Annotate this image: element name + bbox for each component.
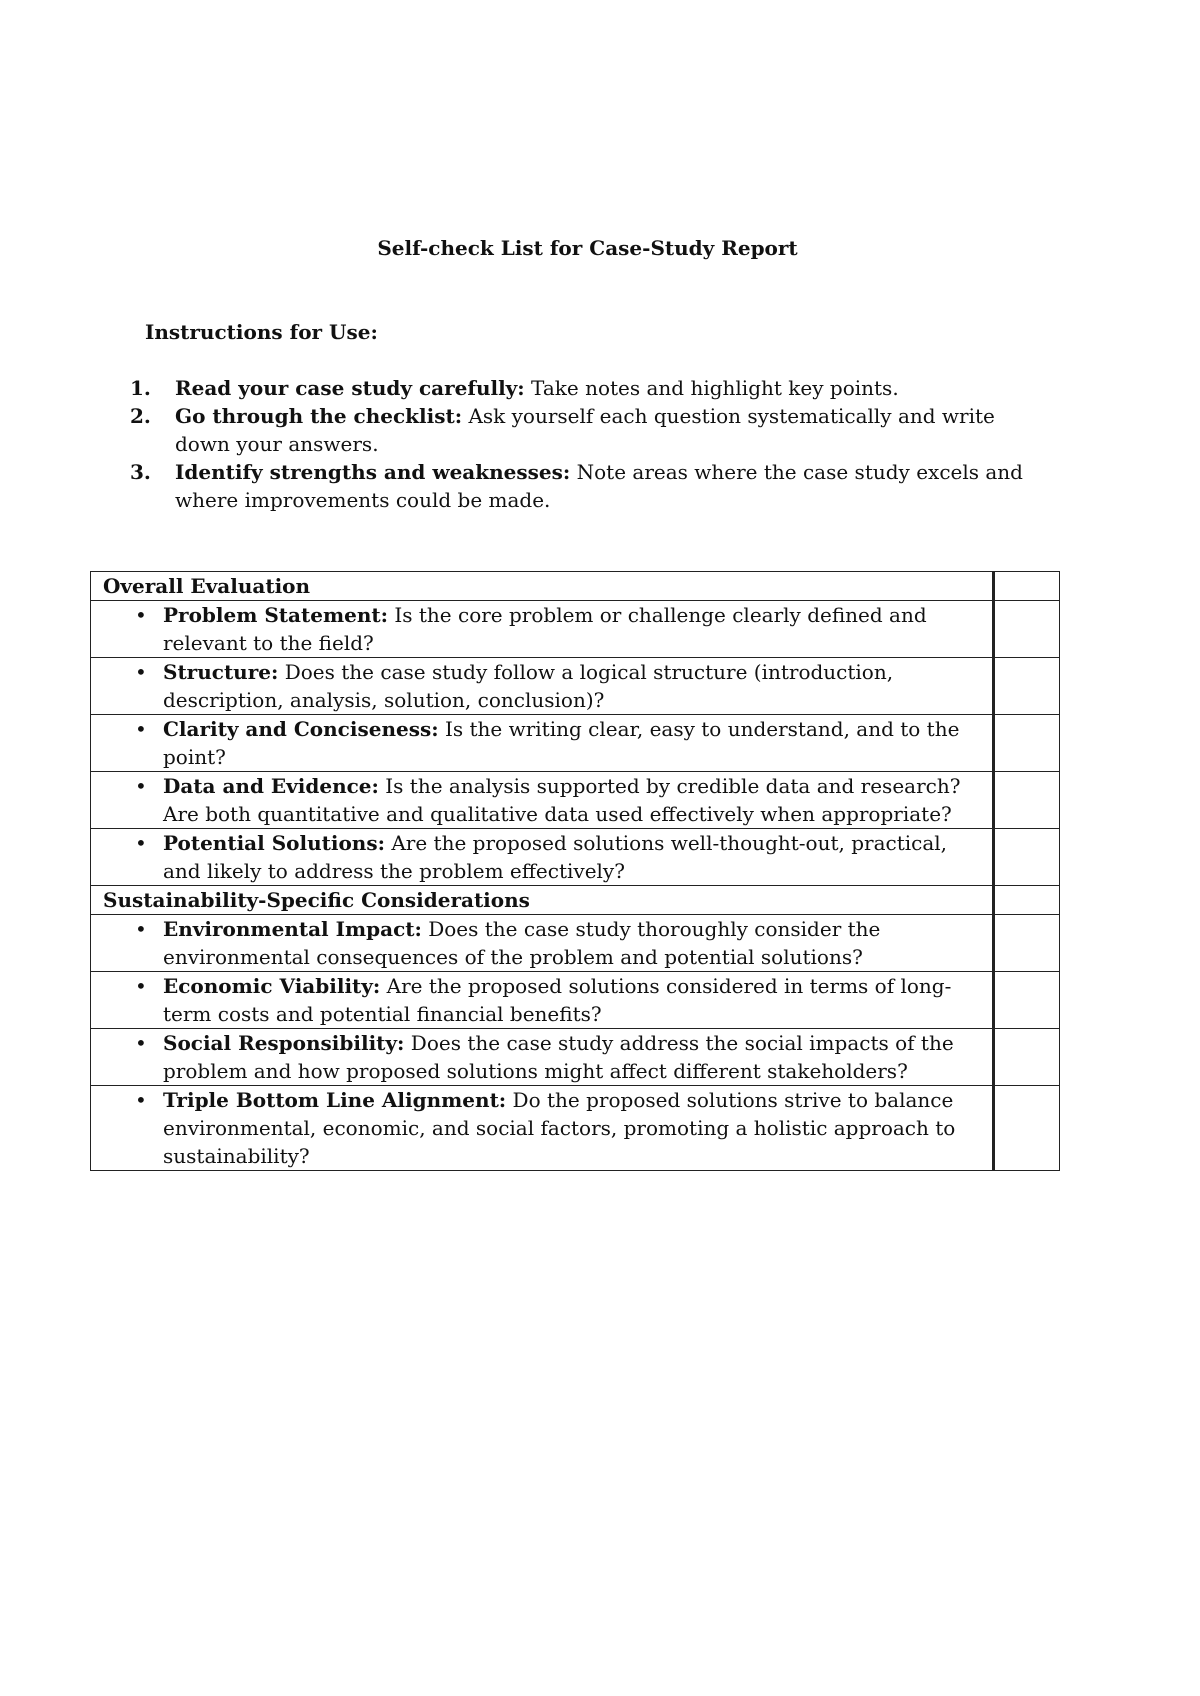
section-header-row xyxy=(91,572,1060,601)
check-cell[interactable] xyxy=(994,1029,1060,1086)
instruction-lead: Go through the checklist: xyxy=(175,404,463,428)
item-text: Does the case study follow a logical structure (introduction, description, analysis, solution, conclusion)? xyxy=(163,660,894,712)
section-heading: Overall Evaluation xyxy=(91,572,994,601)
checklist-item xyxy=(91,972,994,1029)
table-row xyxy=(91,772,1060,829)
check-cell[interactable] xyxy=(994,1086,1060,1171)
instruction-lead: Identify strengths and weaknesses: xyxy=(175,460,571,484)
item-text: Is the core problem or challenge clearly defined and relevant to the field? xyxy=(163,603,927,655)
item-lead: Environmental Impact: xyxy=(163,917,422,941)
instruction-item xyxy=(130,458,1050,514)
instruction-number: 3. xyxy=(130,460,151,484)
item-text: Does the case study thoroughly consider the environmental consequences of the problem and potential solutions? xyxy=(163,917,881,969)
bullet-icon: • xyxy=(135,660,147,684)
checklist-item xyxy=(91,601,994,658)
checklist-item xyxy=(91,772,994,829)
check-cell[interactable] xyxy=(994,915,1060,972)
bullet-icon: • xyxy=(135,1088,147,1112)
item-lead: Clarity and Conciseness: xyxy=(163,717,439,741)
item-lead: Structure: xyxy=(163,660,279,684)
bullet-icon: • xyxy=(135,603,147,627)
check-cell[interactable] xyxy=(994,972,1060,1029)
bullet-icon: • xyxy=(135,831,147,855)
table-row xyxy=(91,1086,1060,1171)
item-lead: Social Responsibility: xyxy=(163,1031,405,1055)
instruction-number: 2. xyxy=(130,404,151,428)
check-cell[interactable] xyxy=(994,658,1060,715)
check-cell[interactable] xyxy=(994,829,1060,886)
bullet-icon: • xyxy=(135,774,147,798)
checklist-item xyxy=(91,1086,994,1171)
check-cell[interactable] xyxy=(994,715,1060,772)
item-lead: Problem Statement: xyxy=(163,603,388,627)
instruction-text: Take notes and highlight key points. xyxy=(524,376,899,400)
bullet-icon: • xyxy=(135,917,147,941)
check-cell[interactable] xyxy=(994,572,1060,601)
bullet-icon: • xyxy=(135,717,147,741)
item-lead: Data and Evidence: xyxy=(163,774,379,798)
item-text: Are the proposed solutions well-thought-out, practical, and likely to address the problem effectively? xyxy=(163,831,948,883)
table-row xyxy=(91,829,1060,886)
checklist-item xyxy=(91,715,994,772)
instruction-item xyxy=(130,374,1050,402)
checklist-table xyxy=(90,571,1060,1171)
bullet-icon: • xyxy=(135,1031,147,1055)
checklist-item xyxy=(91,829,994,886)
item-text: Is the writing clear, easy to understand, and to the point? xyxy=(163,717,960,769)
instruction-lead: Read your case study carefully: xyxy=(175,376,525,400)
item-text: Do the proposed solutions strive to balance environmental, economic, and social factors, promoting a holistic approach to sustainability? xyxy=(163,1088,956,1168)
table-row xyxy=(91,1029,1060,1086)
checklist-item xyxy=(91,658,994,715)
check-cell[interactable] xyxy=(994,886,1060,915)
instructions-list xyxy=(130,374,1050,514)
check-cell[interactable] xyxy=(994,601,1060,658)
table-row xyxy=(91,972,1060,1029)
instruction-text: Note areas where the case study excels and where improvements could be made. xyxy=(175,460,1023,512)
item-lead: Triple Bottom Line Alignment: xyxy=(163,1088,507,1112)
item-lead: Economic Viability: xyxy=(163,974,381,998)
instructions-heading: Instructions for Use: xyxy=(145,320,378,344)
checklist-item xyxy=(91,1029,994,1086)
item-lead: Potential Solutions: xyxy=(163,831,385,855)
table-row xyxy=(91,601,1060,658)
checklist-item xyxy=(91,915,994,972)
table-row xyxy=(91,915,1060,972)
table-row xyxy=(91,715,1060,772)
table-row xyxy=(91,658,1060,715)
section-header-row xyxy=(91,886,1060,915)
item-text: Does the case study address the social impacts of the problem and how proposed solutions might affect different stakeholders? xyxy=(163,1031,954,1083)
page-title: Self-check List for Case-Study Report xyxy=(377,236,798,260)
item-text: Are the proposed solutions considered in terms of long-term costs and potential financial benefits? xyxy=(163,974,952,1026)
instruction-item xyxy=(130,402,1050,458)
check-cell[interactable] xyxy=(994,772,1060,829)
instruction-text: Ask yourself each question systematically and write down your answers. xyxy=(175,404,995,456)
instruction-number: 1. xyxy=(130,376,151,400)
item-text: Is the analysis supported by credible data and research? Are both quantitative and qualitative data used effectively when appropriate? xyxy=(163,774,961,826)
section-heading: Sustainability-Specific Considerations xyxy=(91,886,994,915)
bullet-icon: • xyxy=(135,974,147,998)
